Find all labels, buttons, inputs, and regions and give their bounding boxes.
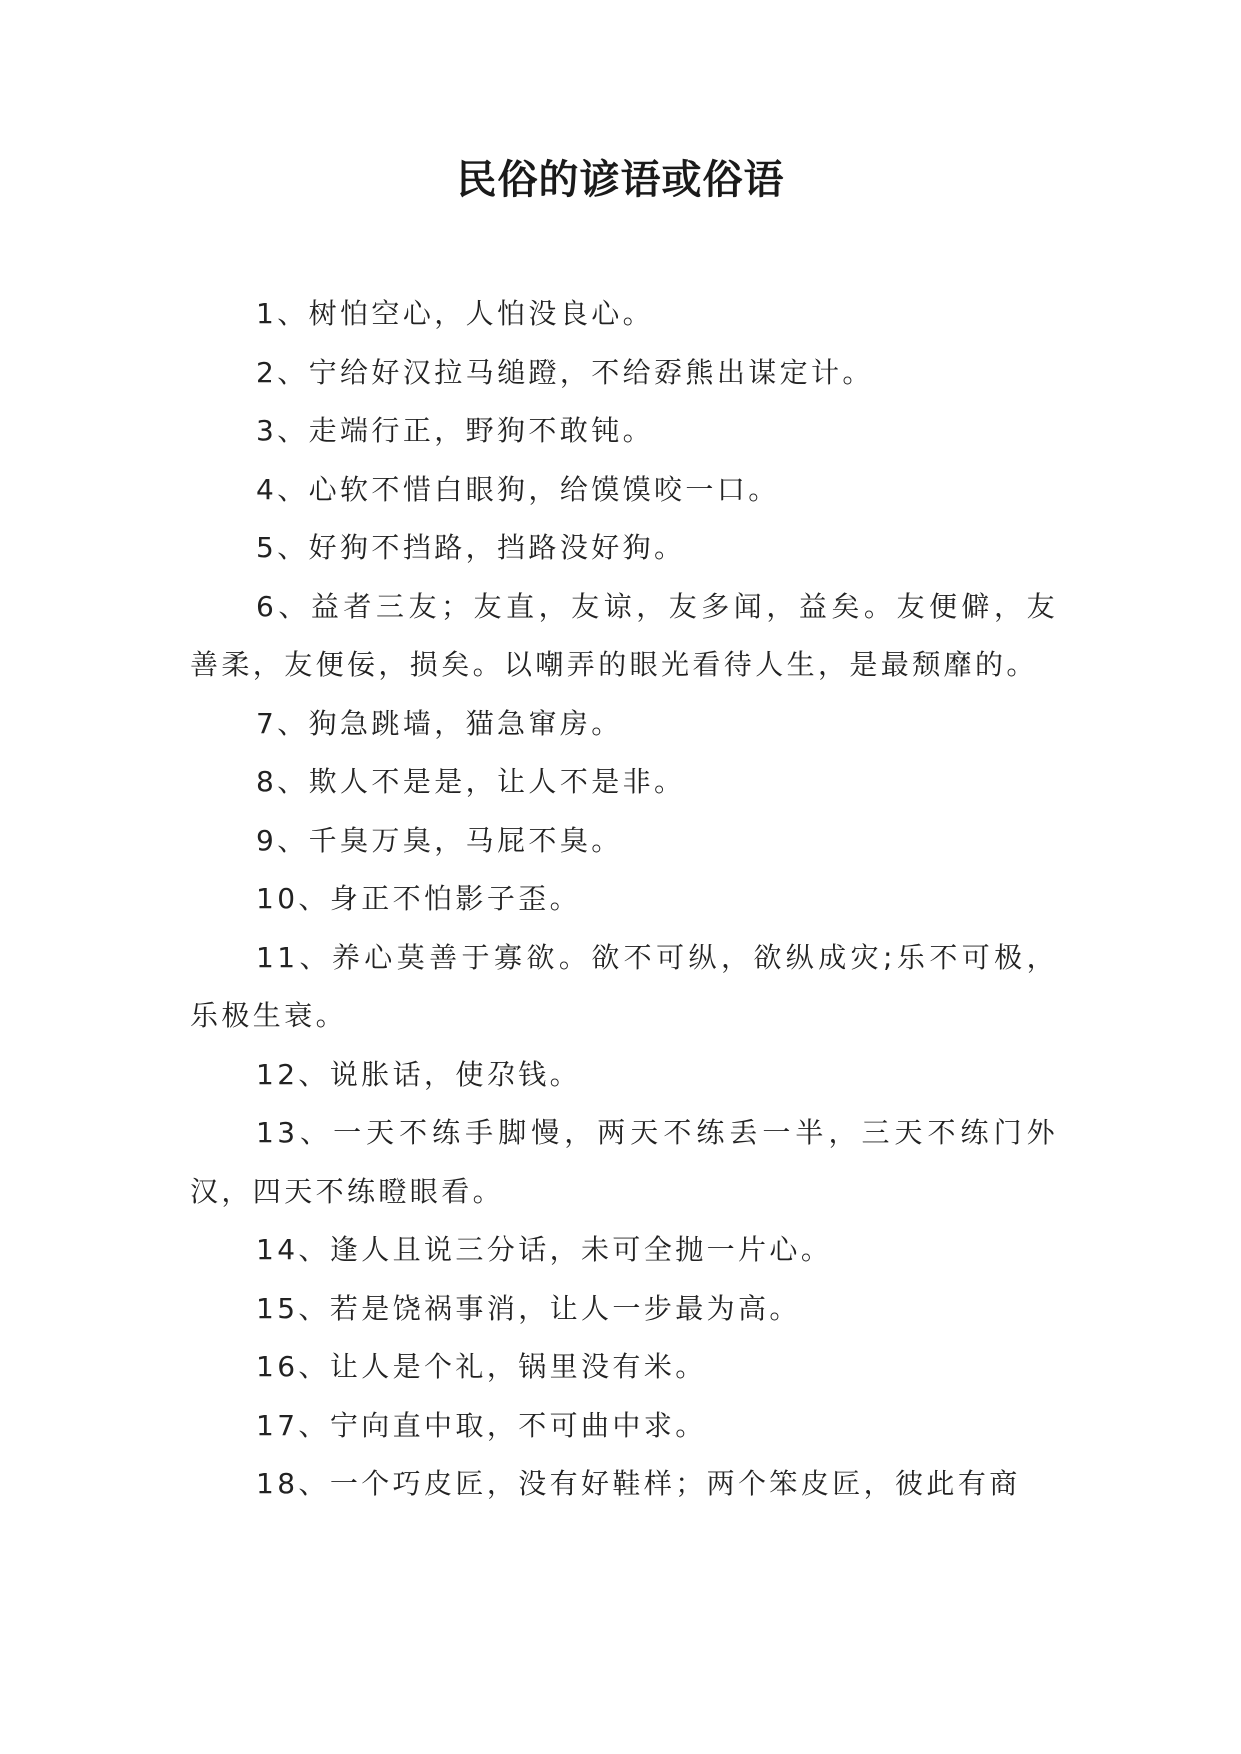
proverb-item: 5、好狗不挡路，挡路没好狗。 (256, 531, 686, 564)
proverb-item: 8、欺人不是是，让人不是非。 (256, 765, 686, 798)
proverb-item: 2、宁给好汉拉马缒蹬，不给孬熊出谋定计。 (256, 355, 874, 389)
proverb-item: 7、狗急跳墙，猫急窜房。 (256, 706, 623, 740)
proverb-item: 12、说胀话，使尕钱。 (256, 1057, 582, 1091)
proverb-item: 3、走端行正，野狗不敢钝。 (256, 414, 655, 447)
proverb-item: 10、身正不怕影子歪。 (256, 882, 582, 915)
proverb-item: 13、一天不练手脚慢，两天不练丢一半，三天不练门外汉，四天不练瞪眼看。 (190, 1116, 1058, 1208)
proverb-item: 4、心软不惜白眼狗，给馍馍咬一口。 (256, 472, 780, 506)
proverb-item: 11、养心莫善于寡欲。欲不可纵，欲纵成灾;乐不可极，乐极生衰。 (190, 940, 1058, 1032)
document-title: 民俗的谚语或俗语 (456, 156, 785, 203)
proverb-item: 6、益者三友；友直，友谅，友多闻，益矣。友便僻，友善柔，友便佞，损矣。以嘲弄的眼光看待人生，是最颓靡的。 (190, 589, 1058, 681)
proverb-item: 14、逢人且说三分话，未可全抛一片心。 (256, 1233, 833, 1266)
proverb-item: 18、一个巧皮匠，没有好鞋样；两个笨皮匠，彼此有商 (256, 1467, 1021, 1500)
proverb-item: 1、树怕空心，人怕没良心。 (256, 297, 655, 330)
proverb-item: 15、若是饶祸事消，让人一步最为高。 (256, 1291, 801, 1325)
proverb-item: 17、宁向直中取，不可曲中求。 (256, 1408, 707, 1442)
proverb-item: 9、千臭万臭，马屁不臭。 (256, 823, 623, 857)
proverb-list (190, 285, 1058, 1514)
proverb-item: 16、让人是个礼，锅里没有米。 (256, 1350, 707, 1383)
